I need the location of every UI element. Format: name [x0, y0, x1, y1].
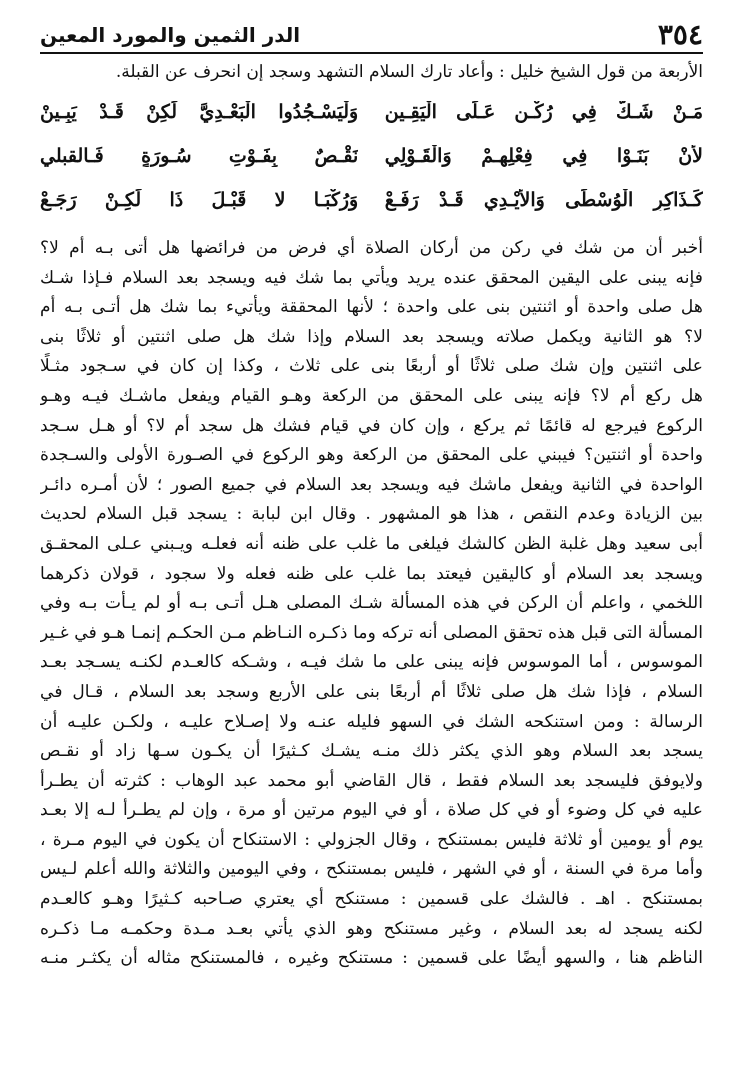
text-line: ولايوفق فليسجد بعد السلام فقط ، قال القاضي أبو محمد عبد الوهاب : كثرته أن يطـرأ	[40, 770, 703, 791]
text-line: واحدة أو اثنتين؟ فيبني على المحقق من الركعة وهو الركوع في الصـورة الأولى والسـجدة	[40, 445, 703, 466]
text-line: اللخمي ، واعلم أن الركن في هذه المسألة شـك المصلى هـل أتـى بـه أو لم يـأت بـه وفي	[40, 593, 703, 614]
text-line: بمستنكح . اهـ . فالشك على قسمين : مستنكح أي يعتري صـاحبه كـثيرًا وهـو كالعـدم	[40, 889, 703, 910]
text-line: يسجد بعد السلام وهو الذي يكثر ذلك منـه يشـك كـثيرًا أن يكـون سـها زاد أو نقـص	[40, 741, 703, 762]
text-line: وأما مرة في السنة ، أو في الشهر ، فليس بمستنكح ، وفي اليومين والثلاثة والله أعلم لـيس	[40, 859, 703, 880]
text-line: فإنه يبنى على اليقين المحقق عنده يريد ويأتي بما شك فيه ويسجد بعد السلام فـإذا شـك	[40, 267, 703, 288]
text-line: الركوع فيرجع له قائمًا ثم يركع ، وإن كان في قيام فشك هل سجد أم لا؟ أو هـل سـجد	[40, 415, 703, 436]
text-line: بين الزيادة وعدم النقص ، هذا هو المشهور . وقال ابن لبابة : يسجد قبل السلام لحديث	[40, 504, 703, 525]
text-line: الموسوس ، أما الموسوس فإنه يبنى على ما شك فيـه ، وشـكه كالعـدم لكنـه يسـجد بعـد	[40, 652, 703, 673]
verse-first-hemistich: لأَنْ بَنَـوْا فِي فِعْلِهِـمْ وَالْقَـوْلِي	[384, 145, 703, 167]
text-line: الواحدة في الثانية ويفعل ماشك فيه ويسجد بعد السلام في جميع الصور ؛ لأن أمـره دائـر	[40, 474, 703, 495]
running-header	[40, 12, 703, 54]
page-number: ٣٥٤	[657, 18, 703, 51]
text-line: لكنه يسجد له بعد السلام ، وغير مستنكح وهو الذي يأتي بعـد مـدة وحكمـه مـا ذكـره	[40, 918, 703, 939]
verse-second-hemistich: نَقْـصٌ بِفَـوْتِ سُـورَةٍ فَـالقبلي	[40, 145, 359, 167]
text-line: أبى سعيد وهل غلبة الظن كالشك فيلغى ما غلب على ظنه أنه فعلـه ويـبني عـلى المحقـق	[40, 533, 703, 554]
poem-verse	[40, 90, 703, 134]
text-line: لا؟ هو الثانية ويكمل صلاته ويسجد بعد السلام وإذا شك هل صلى اثنتين أو ثلاثًا بنى	[40, 326, 703, 347]
poem-verse	[40, 178, 703, 222]
verse-first-hemistich: كَـذَاكِرِ الْوُسْطَى وَالأَيْـدِي قَـدْ رَفَـعْ	[384, 189, 703, 211]
text-line: هل صلى واحدة أو اثنتين بنى على واحدة ؛ لأنها المحققة ويأتيء بما شك هل أتـى بـه أم	[40, 297, 703, 318]
text-line: أخبر أن من شك في ركن من أركان الصلاة أي فرض من فرائضها هل أتى بـه أم لا؟	[40, 238, 703, 258]
poem-block	[40, 90, 703, 222]
document-page	[40, 12, 703, 1064]
text-line: هل ركع أم لا؟ فإنه يبنى على المحقق من الركعة وهـو القيام ويفعل ماشـك فيـه وهـو	[40, 385, 703, 406]
verse-second-hemistich: وَلْيَسْـجُدُوا الْبَعْـدِيَّ لَكِنْ قَـدْ يَبِـينْ	[40, 101, 359, 123]
text-line: المسألة التى قبل هذه تحقق المصلى أنه تركه وما ذكـره النـاظم مـن الحكـم إنمـا هـو في غـير	[40, 622, 703, 643]
text-line: على اثنتين وإن شك صلى ثلاثًا أو أربعًا بنى على ثلاث ، وكذا إن كان في سـجود مثـلًا	[40, 356, 703, 377]
poem-verse	[40, 134, 703, 178]
intro-line: الأربعة من قول الشيخ خليل : وأعاد تارك السلام التشهد وسجد إن انحرف عن القبلة.	[115, 62, 703, 82]
verse-first-hemistich: مَـنْ شَـكَّ فِي رُكْـنٍ عَـلَى الْيَقِـينِ	[384, 101, 703, 123]
text-line: ويسجد بعد السلام أو كاليقين فيعتد بما غلب على ظنه فعله ولا سجود ، قولان ذكرهما	[40, 563, 703, 584]
text-line: الرسالة : ومن استنكحه الشك في السهو فليله عنـه ولا إصـلاح عليـه ، ولكـن عليـه أن	[40, 711, 703, 732]
verse-second-hemistich: وَرُكْبَـا لا قَبْـلَ ذَا لَكِـنْ رَجَـعْ	[40, 189, 359, 211]
commentary-body	[40, 234, 703, 974]
text-line: يوم أو يومين أو ثلاثة فليس بمستنكح ، وقال الجزولي : الاستنكاح أن يكون في اليوم مـرة ،	[40, 829, 703, 850]
text-line: عليه في كل وضوء أو في كل صلاة ، أو في اليوم مرتين أو مرة ، وإن لم يطـرأ لـه إلا بعـد	[40, 800, 703, 821]
book-title: الدر الثمين والمورد المعين	[40, 23, 301, 47]
text-line: الناظم هنا ، والسهو أيضًا على قسمين : مستنكح وغيره ، فالمستنكح مثاله أن يكثـر منـه	[40, 948, 703, 969]
text-line: السلام ، فإذا شك هل صلى ثلاثًا أم أربعًا بنى على الأربع وسجد بعد السلام ، قـال في	[40, 681, 703, 702]
